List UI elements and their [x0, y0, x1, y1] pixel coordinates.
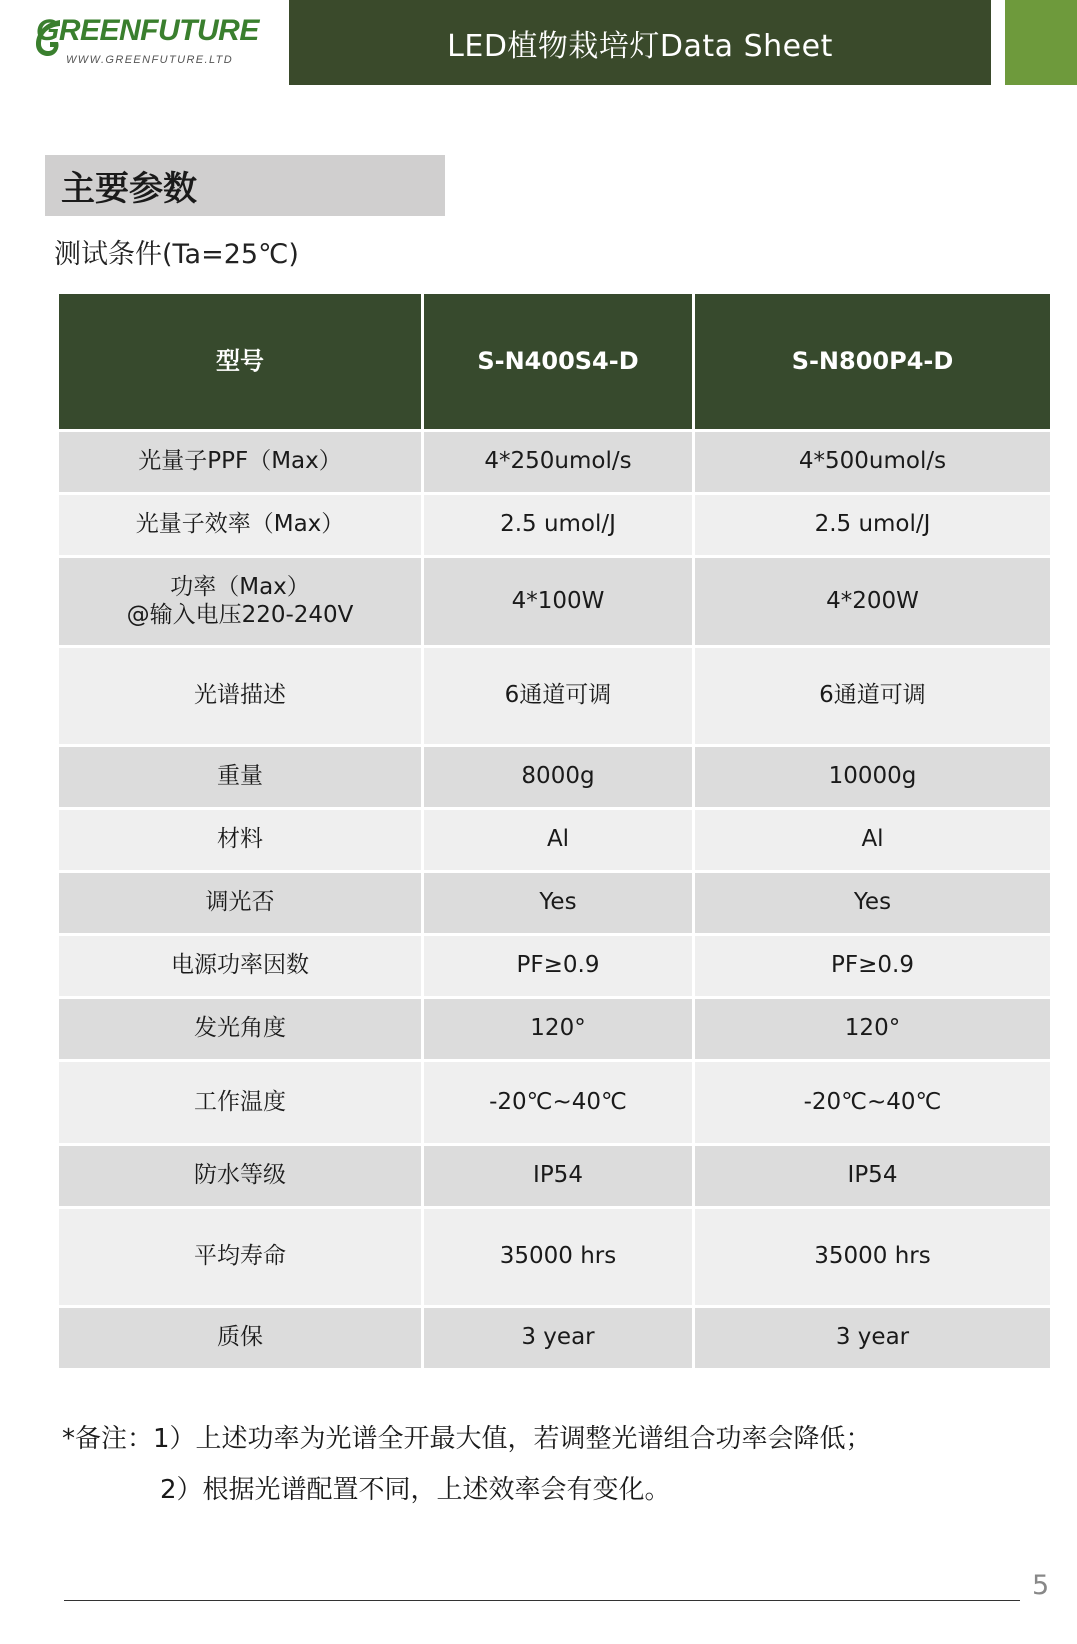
value-a: IP54 — [423, 1145, 694, 1208]
value-b: Al — [694, 809, 1052, 872]
row-label-line1: 功率（Max） — [170, 573, 310, 600]
table-row — [58, 1208, 1052, 1307]
value-b: 2.5 umol/J — [694, 494, 1052, 557]
value-b: Yes — [694, 872, 1052, 935]
value-a: 4*100W — [423, 557, 694, 647]
value-b: 120° — [694, 998, 1052, 1061]
value-a: Yes — [423, 872, 694, 935]
test-condition: 测试条件(Ta=25℃) — [54, 239, 299, 270]
row-label: 电源功率因数 — [58, 935, 423, 998]
row-label: 光谱描述 — [58, 647, 423, 746]
row-label: 重量 — [58, 746, 423, 809]
row-label: 质保 — [58, 1307, 423, 1370]
value-a: Al — [423, 809, 694, 872]
accent-block — [1005, 0, 1077, 85]
value-a: 2.5 umol/J — [423, 494, 694, 557]
header-model-a: S-N400S4-D — [423, 293, 694, 431]
company-logo — [30, 8, 270, 70]
header-model-b: S-N800P4-D — [694, 293, 1052, 431]
value-b: 4*500umol/s — [694, 431, 1052, 494]
row-label: 防水等级 — [58, 1145, 423, 1208]
value-a: 6通道可调 — [423, 647, 694, 746]
value-b: 4*200W — [694, 557, 1052, 647]
spec-table — [56, 291, 1053, 1371]
value-b: 6通道可调 — [694, 647, 1052, 746]
logo-url: WWW.GREENFUTURE.LTD — [66, 54, 234, 66]
value-a: 8000g — [423, 746, 694, 809]
table-row — [58, 494, 1052, 557]
row-label: 发光角度 — [58, 998, 423, 1061]
table-row — [58, 872, 1052, 935]
table-row — [58, 1145, 1052, 1208]
value-a: 35000 hrs — [423, 1208, 694, 1307]
table-row — [58, 557, 1052, 647]
row-label: 光量子效率（Max） — [58, 494, 423, 557]
table-row — [58, 998, 1052, 1061]
page-number: 5 — [1032, 1570, 1050, 1601]
table-header-row — [58, 293, 1052, 431]
row-label-line2: @输入电压220-240V — [126, 601, 354, 628]
row-label: 平均寿命 — [58, 1208, 423, 1307]
row-label: 光量子PPF（Max） — [58, 431, 423, 494]
row-label: 材料 — [58, 809, 423, 872]
value-a: 120° — [423, 998, 694, 1061]
table-row — [58, 935, 1052, 998]
document-title: LED植物栽培灯Data Sheet — [447, 28, 833, 64]
table-row — [58, 809, 1052, 872]
value-a: PF≥0.9 — [423, 935, 694, 998]
row-label: 调光否 — [58, 872, 423, 935]
header-model: 型号 — [58, 293, 423, 431]
table-row — [58, 647, 1052, 746]
note-line-2: 2）根据光谱配置不同，上述效率会有变化。 — [160, 1475, 671, 1505]
footer-divider — [64, 1600, 1020, 1601]
table-row — [58, 1307, 1052, 1370]
value-a: 3 year — [423, 1307, 694, 1370]
table-row — [58, 746, 1052, 809]
table-row — [58, 431, 1052, 494]
logo-text: GREENFUTURE — [36, 14, 259, 47]
value-b: 3 year — [694, 1307, 1052, 1370]
value-b: 35000 hrs — [694, 1208, 1052, 1307]
value-b: IP54 — [694, 1145, 1052, 1208]
row-label — [58, 557, 423, 647]
value-b: PF≥0.9 — [694, 935, 1052, 998]
value-a: -20℃~40℃ — [423, 1061, 694, 1145]
table-row — [58, 1061, 1052, 1145]
value-b: 10000g — [694, 746, 1052, 809]
document-title-bar — [289, 0, 991, 85]
value-b: -20℃~40℃ — [694, 1061, 1052, 1145]
row-label: 工作温度 — [58, 1061, 423, 1145]
note-line-1: *备注：1）上述功率为光谱全开最大值，若调整光谱组合功率会降低； — [62, 1424, 872, 1454]
value-a: 4*250umol/s — [423, 431, 694, 494]
section-heading: 主要参数 — [45, 155, 445, 216]
footnotes — [62, 1414, 872, 1516]
